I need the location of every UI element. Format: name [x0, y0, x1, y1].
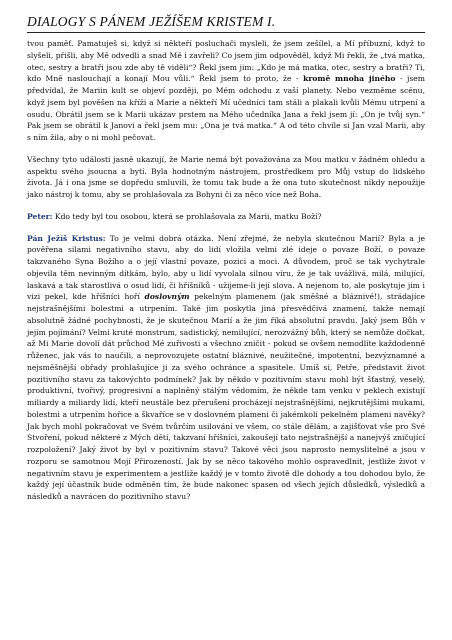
paragraph [27, 154, 425, 201]
speaker-label-peter: Peter: [27, 211, 53, 221]
header-rule [27, 32, 425, 33]
document-body [27, 38, 425, 503]
emphasis-bold-italic: doslovným [144, 292, 190, 302]
text-span: Kdo tedy byl tou osobou, která se prohlašovala za Marii, matku Boží? [52, 211, 322, 221]
speaker-label-jesus: Pán Ježíš Kristus: [27, 233, 106, 243]
text-span: To je velmi dobrá otázka. Není zřejmé, že nebyla skutečnou Marií? Byla a je pověřena silami negativního stavu, aby do lidí vložila velmi zlé ideje o povaze Boží, o povaze takzvaného Syna Božího a o její vlastní povaze, pozici a moci. A důvodem, proč se tak vychytrale objevila těm nevinným dítkám, bylo, aby u lidí vyvolala silnou víru, že je tak uvážlivá, milá, milující, laskavá a tak starostlivá o osud lidí, či hříšníků - užijeme-li její slova. A nejenom to, ale poskytuje jim i vizi pekel, kde hříšníci hoří [27, 233, 425, 302]
text-span: tvou paměť. Pamatuješ si, když si někteří posluchači mysleli, že jsem zešílel, a Mí příbuzní, když to slyšeli, přišli, aby Mě odvedli a snad Mě i zavřeli? Co jsem jim odpověděl, když Mi řekli, že „tvá matka, otec, sestry a bratři jsou zde aby tě viděli“? Řekl jsem jim: „Kdo je má matka, otec, sestry a bratři? Ti, kdo Mně naslouchají a konají Mou vůli.“ Řekl jsem to proto, že - [27, 39, 425, 84]
text-span: Všechny tyto události jasně ukazují, že Marie nemá být považována za Mou matku v žádném ohledu a aspektu svého jsoucna a bytí. Byla hodnotným nástrojem, prostředkem pro Můj vstup do lidského života. Já i ona jsme se dopředu smluvili, že tomu tak bude a že ona tuto skutečnost nikdy nepoužije jako nástroj k tomu, aby se prohlašovala za Bohyni či za něco více než Boha. [27, 154, 425, 199]
paragraph [27, 211, 425, 223]
emphasis-bold: kromě mnoha jiného [303, 74, 396, 84]
paragraph [27, 233, 425, 503]
paragraph [27, 38, 425, 144]
running-header: DIALOGY S PÁNEM JEŽÍŠEM KRISTEM I. [27, 14, 276, 29]
text-span: pekelným plamenem (jak směšné a bláznivé!), strádajíce nejstrašnějšími bolestmi a utrpením. Také jim poskytla jiná přesvědčivá znamení, takže nemají absolutně žádné pochybnosti, že je skutečnou Marií a že jim říká absolutní pravdu. Jaký jsem Bůh v jejím pojímání? Velmi kruté monstrum, sadistický, nemilující, nerozvážný bůh, který se nemůže dočkat, až Mi Marie dovolí dát průchod Mé zuřivosti a všechno zničit - pokud se ovšem nemodlíte každodenně růženec, jak vás to naučili, a neprovozujete ostatní bláznivé, neužitečné, impotentní, bezvýznamné a nejsměšnější obřady prohlašujíce ji za svého ochránce a spasitele. Umíš si, Petře, představit život pozitivního stavu za takovýchto podmínek? Jak by někdo v pozitivním stavu mohl být šťastný, veselý, produktivní, tvořivý, progresivní a naplněný stálým vědomím, že někde tam venku v peklech existují miliardy a miliardy lidí, kteří neustále bez přerušení procházejí nejstrašnějšími, nejkrutějšími mukami, bolestmi a utrpením hořice a škvaříce se v doslovném plameni či jakémkoli pekelném plameni navěky? Jak bych mohl pokračovat ve Svém tvůrčím usilování ve všem, co stále dělám, a zajišťovat vše pro Své Stvoření, pokud některé z Mých dětí, takzvaní hříšníci, zakoušejí tato nejstrašnější a nanejvýš zničující rozpoložení? Jaký život by byl v pozitivním stavu? Takové věci jsou naprosto nemyslitelné a jsou v rozporu se samotnou Mojí Přirozeností. Jak by se něco takového mohlo ospravedlnit, jestliže život v negativním stavu je experimentem a jestliže každý je v tomto životě dle dohody a tou dohodou bylo, že každý její účastník bude odměněn tím, že bude nakonec spasen od všech jejích důsledků, výsledků a následků a navrácen do pozitivního stavu? [27, 292, 425, 501]
text-span: - jsem předvídal, že Mariin kult se objeví později, po Mém odchodu z vaší planety. Nebo vezměme scénu, když jsem byl pověšen na kříži a Marie a někteří Mí učedníci tam stáli a plakali kvůli Mému utrpení a osudu. Obrátil jsem se k Marii ukázav prstem na Mého učedníka Jana a řekl jsem jí: „On je tvůj syn.“ Pak jsem se obrátil k Janovi a řekl jsem mu: „Ona je tvá matka.“ A od této chvíle si Jan vzal Marii, aby s ním žila, aby o ni mohl pečovat. [27, 74, 425, 142]
